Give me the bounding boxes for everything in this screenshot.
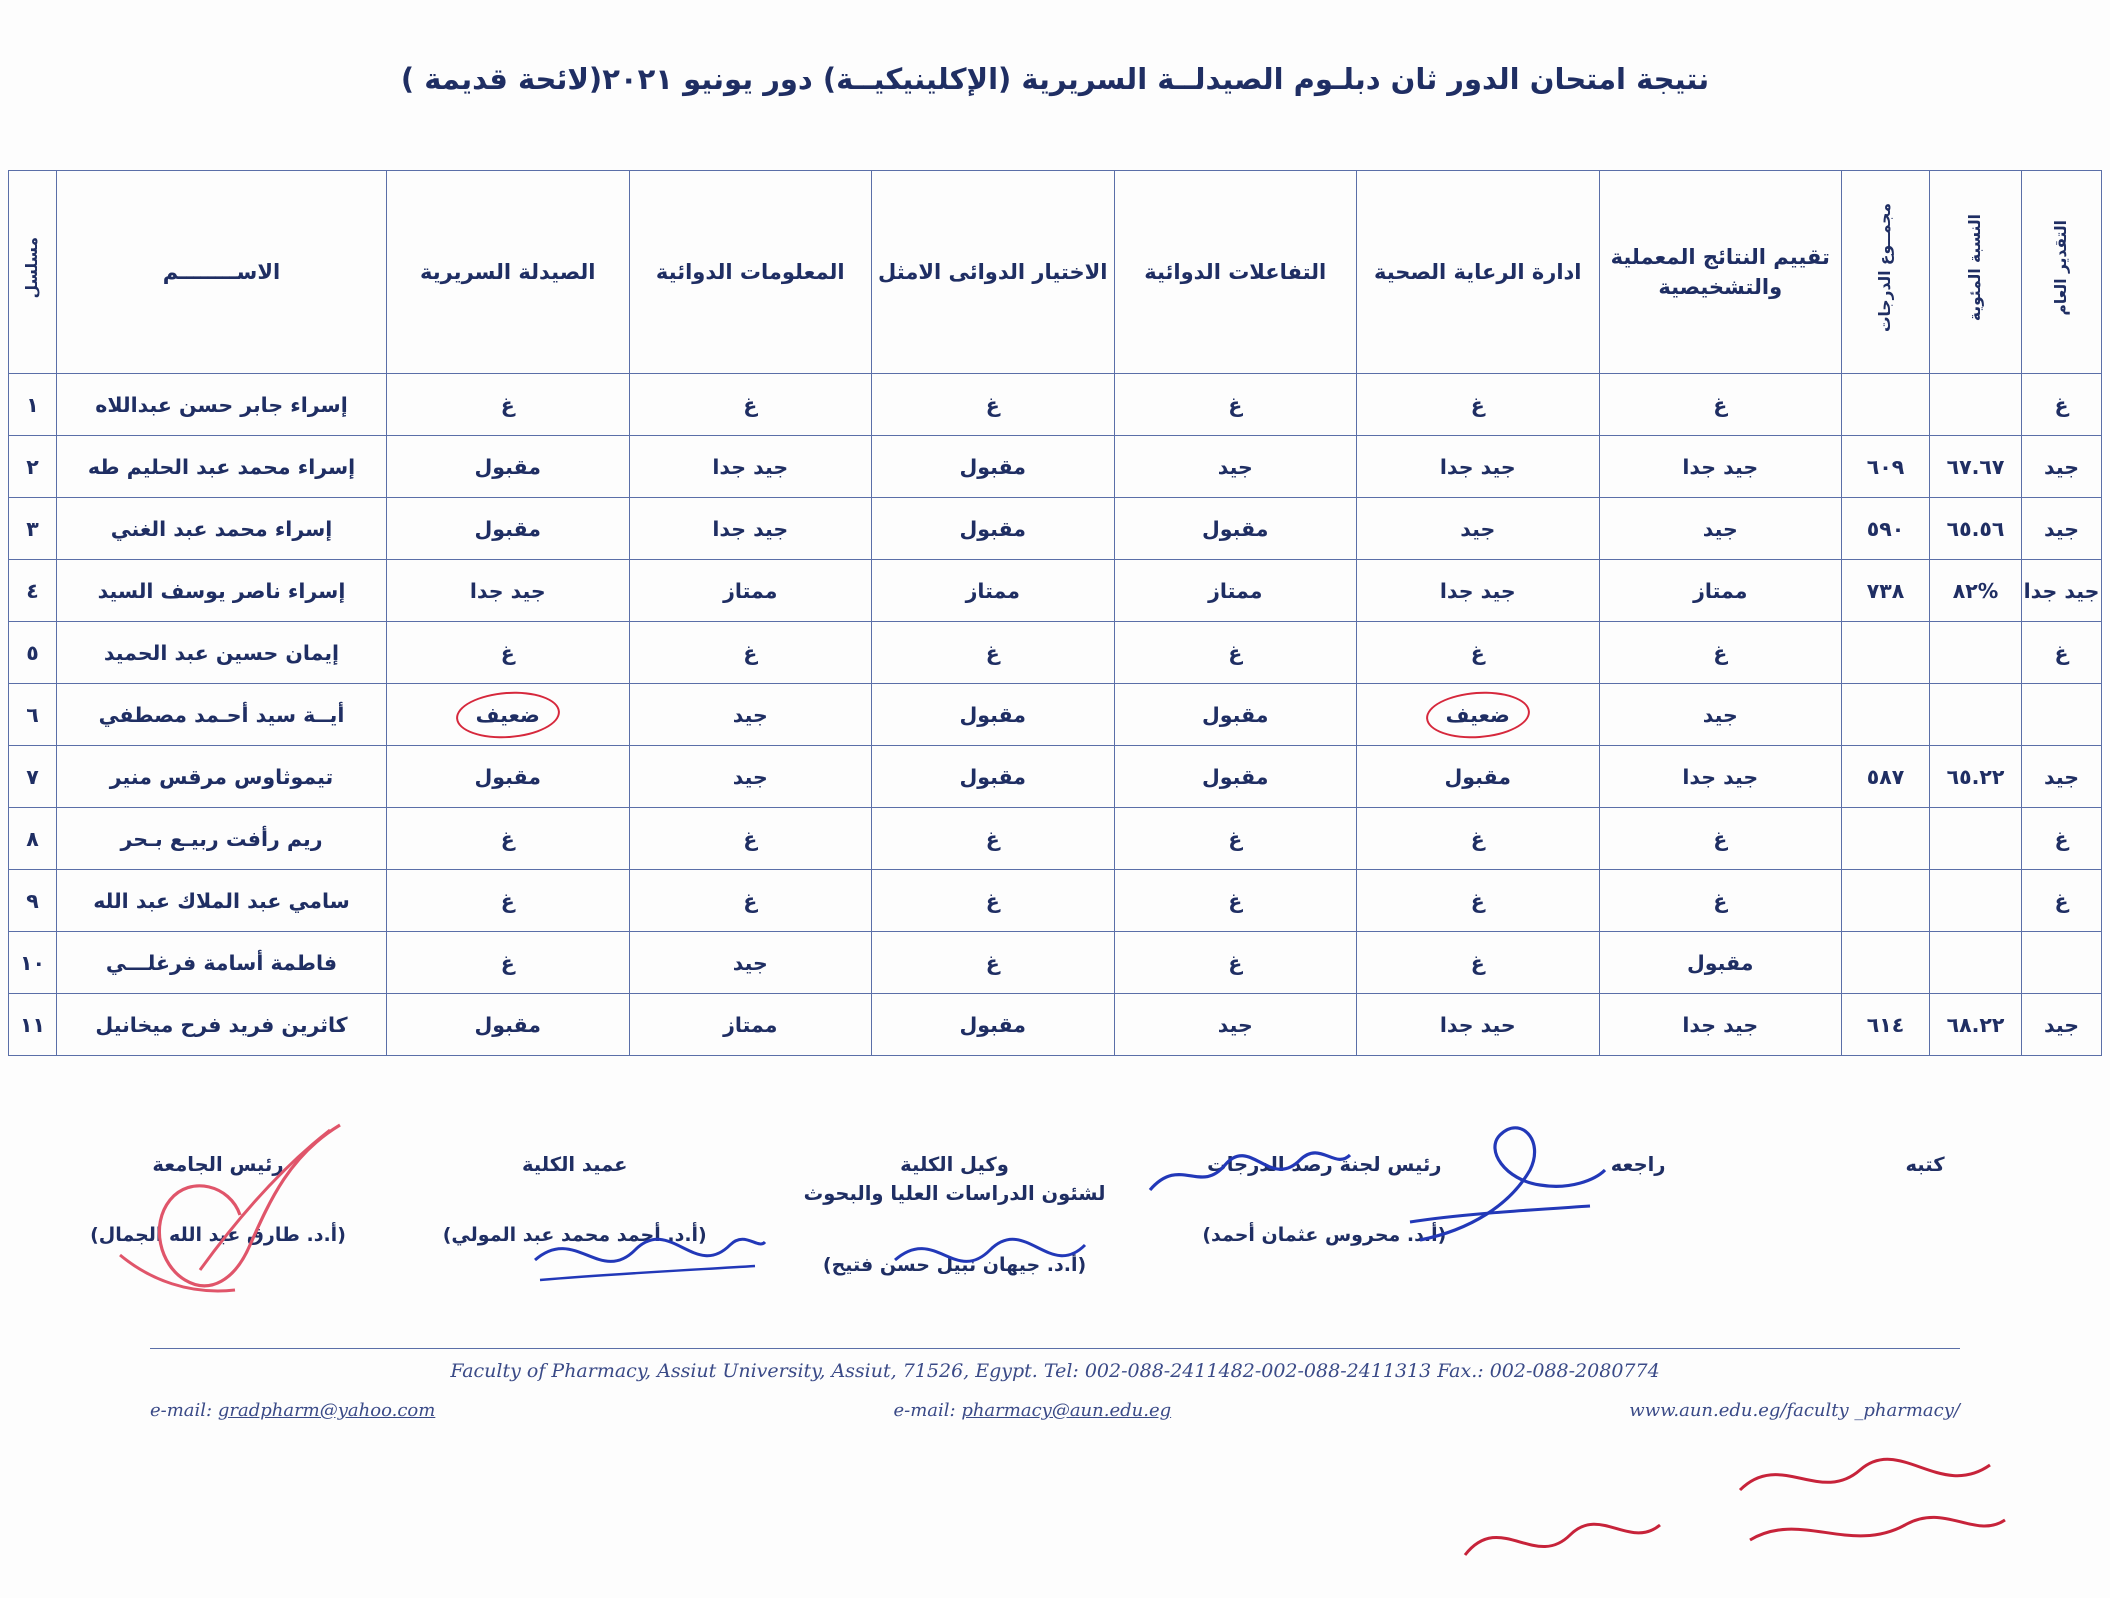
cell-subject-6: جيد (1599, 684, 1842, 746)
cell-subject-4: مقبول (1114, 746, 1357, 808)
table-row (9, 374, 2102, 436)
cell-percent: ٦٥.٥٦ (1930, 498, 2022, 560)
signature-role-primary: كتبه (1905, 1153, 1945, 1176)
header-subject-5: ادارة الرعاية الصحية (1357, 171, 1600, 374)
footer-website[interactable]: www.aun.edu.eg/faculty _pharmacy/ (1629, 1400, 1960, 1421)
cell-student-name: إيمان حسين عبد الحميد (57, 622, 387, 684)
table-row (9, 436, 2102, 498)
cell-subject-1: مقبول (387, 994, 630, 1056)
footer-email-mid-value[interactable]: pharmacy@aun.edu.eg (961, 1400, 1172, 1421)
table-row (9, 808, 2102, 870)
cell-subject-2: جيد جدا (629, 436, 872, 498)
cell-subject-1: مقبول (387, 498, 630, 560)
cell-serial: ٨ (9, 808, 57, 870)
cell-subject-5: جيد جدا (1357, 560, 1600, 622)
cell-overall-grade: جيد (2022, 498, 2102, 560)
cell-serial: ٩ (9, 870, 57, 932)
table-row (9, 932, 2102, 994)
cell-total (1842, 932, 1930, 994)
cell-subject-4: مقبول (1114, 684, 1357, 746)
cell-subject-1: جيد جدا (387, 560, 630, 622)
cell-subject-4: غ (1114, 622, 1357, 684)
cell-subject-2: غ (629, 808, 872, 870)
cell-percent (1930, 870, 2022, 932)
header-percent: النسبة المئوية (1930, 171, 2022, 374)
failing-grade-annotation: ضعيف (1436, 701, 1520, 729)
cell-subject-4: جيد (1114, 436, 1357, 498)
results-table (8, 170, 2102, 1056)
cell-subject-6: مقبول (1599, 932, 1842, 994)
cell-student-name: فاطمة أسامة فرغلـــي (57, 932, 387, 994)
cell-subject-3: مقبول (872, 684, 1115, 746)
cell-overall-grade: غ (2022, 808, 2102, 870)
cell-subject-5: غ (1357, 932, 1600, 994)
cell-subject-4: غ (1114, 870, 1357, 932)
footer-email-mid-label: e-mail: (893, 1400, 962, 1421)
cell-percent: ٦٥.٢٢ (1930, 746, 2022, 808)
signature-block (0, 1150, 2110, 1310)
cell-subject-3: غ (872, 622, 1115, 684)
footer-email-left-label: e-mail: (150, 1400, 218, 1421)
cell-student-name: إسراء جابر حسن عبداللاه (57, 374, 387, 436)
cell-subject-6: ممتاز (1599, 560, 1842, 622)
cell-subject-1: غ (387, 870, 630, 932)
signature-column-3 (804, 1150, 1106, 1279)
cell-student-name: كاثرين فريد فرح ميخانيل (57, 994, 387, 1056)
cell-subject-1: مقبول (387, 436, 630, 498)
header-subject-4: التفاعلات الدوائية (1114, 171, 1357, 374)
cell-student-name: تيموثاوس مرقس منير (57, 746, 387, 808)
cell-subject-2: جيد جدا (629, 498, 872, 560)
table-row (9, 994, 2102, 1056)
cell-subject-5: جيد جدا (1357, 436, 1600, 498)
table-row (9, 746, 2102, 808)
cell-total (1842, 870, 1930, 932)
signature-role-primary: عميد الكلية (521, 1153, 628, 1176)
footer-email-left-value[interactable]: gradpharm@yahoo.com (217, 1400, 436, 1421)
cell-serial: ١ (9, 374, 57, 436)
cell-subject-6: جيد جدا (1599, 994, 1842, 1056)
header-overall: التقدير العام (2022, 171, 2102, 374)
cell-subject-2: جيد (629, 932, 872, 994)
cell-percent (1930, 622, 2022, 684)
cell-overall-grade: غ (2022, 374, 2102, 436)
failing-grade-annotation: ضعيف (466, 701, 550, 729)
cell-subject-3: مقبول (872, 994, 1115, 1056)
cell-subject-4: غ (1114, 374, 1357, 436)
cell-subject-2: غ (629, 622, 872, 684)
cell-subject-2: غ (629, 870, 872, 932)
bottom-handwriting-right (1720, 1430, 2020, 1580)
cell-subject-5: غ (1357, 374, 1600, 436)
cell-overall-grade: جيد جدا (2022, 560, 2102, 622)
table-body (9, 374, 2102, 1056)
signature-column-4 (443, 1150, 707, 1279)
signature-person-name: (أ.د. أحمد محمد عبد المولي) (442, 1224, 707, 1247)
cell-subject-6: جيد (1599, 498, 1842, 560)
cell-subject-5 (1357, 684, 1600, 746)
cell-subject-3: مقبول (872, 498, 1115, 560)
signature-column-0 (1830, 1150, 2020, 1279)
footer-divider (150, 1348, 1960, 1349)
signature-column-2 (1202, 1150, 1446, 1279)
cell-subject-3: غ (872, 932, 1115, 994)
cell-overall-grade: جيد (2022, 994, 2102, 1056)
header-subject-6: تقييم النتائج المعملية والتشخيصية (1599, 171, 1842, 374)
cell-subject-6: غ (1599, 870, 1842, 932)
table-row (9, 870, 2102, 932)
cell-percent: ٦٧.٦٧ (1930, 436, 2022, 498)
cell-total: ٦١٤ (1842, 994, 1930, 1056)
cell-subject-5: غ (1357, 808, 1600, 870)
cell-subject-1: غ (387, 622, 630, 684)
cell-serial: ٥ (9, 622, 57, 684)
signature-role-secondary: لشئون الدراسات العليا والبحوث (803, 1182, 1106, 1206)
cell-subject-6: غ (1599, 374, 1842, 436)
table-header-row (9, 171, 2102, 374)
cell-subject-5: مقبول (1357, 746, 1600, 808)
cell-total: ٧٣٨ (1842, 560, 1930, 622)
cell-total: ٥٨٧ (1842, 746, 1930, 808)
cell-serial: ٢ (9, 436, 57, 498)
cell-overall-grade: جيد (2022, 436, 2102, 498)
signature-role-primary: رئيس الجامعة (152, 1153, 284, 1176)
cell-student-name: ريم رأفت ربيـع بـحر (57, 808, 387, 870)
header-subject-2: المعلومات الدوائية (629, 171, 872, 374)
cell-student-name: إسراء ناصر يوسف السيد (57, 560, 387, 622)
cell-student-name: إسراء محمد عبد الحليم طه (57, 436, 387, 498)
signature-column-1 (1543, 1150, 1733, 1279)
cell-subject-2: غ (629, 374, 872, 436)
cell-subject-2: ممتاز (629, 994, 872, 1056)
cell-subject-3: غ (872, 808, 1115, 870)
signature-role-primary: رئيس لجنة رصد الدرجات (1207, 1153, 1442, 1176)
cell-percent (1930, 374, 2022, 436)
table-row (9, 560, 2102, 622)
cell-percent: %٨٢ (1930, 560, 2022, 622)
signature-row (0, 1150, 2110, 1279)
header-serial: مسلسل (9, 171, 57, 374)
cell-percent (1930, 808, 2022, 870)
cell-subject-4: غ (1114, 932, 1357, 994)
cell-overall-grade: غ (2022, 622, 2102, 684)
cell-student-name: أيــة سيد أحـمد مصطفي (57, 684, 387, 746)
cell-subject-3: غ (872, 870, 1115, 932)
header-subject-3: الاختيار الدوائى الامثل (872, 171, 1115, 374)
cell-subject-1: غ (387, 932, 630, 994)
cell-subject-6: غ (1599, 808, 1842, 870)
cell-total (1842, 622, 1930, 684)
cell-subject-2: جيد (629, 684, 872, 746)
cell-subject-1: غ (387, 374, 630, 436)
footer-address: Faculty of Pharmacy, Assiut University, Assiut, 71526, Egypt. Tel: 002-088-2411482-002-088-2411313 Fax.: 002-088-2080774 (450, 1360, 1660, 1382)
cell-subject-4: جيد (1114, 994, 1357, 1056)
cell-subject-5: حيد جدا (1357, 994, 1600, 1056)
cell-subject-2: جيد (629, 746, 872, 808)
cell-subject-3: مقبول (872, 746, 1115, 808)
cell-subject-3: غ (872, 374, 1115, 436)
table-row (9, 498, 2102, 560)
cell-subject-3: ممتاز (872, 560, 1115, 622)
header-name: الاســــــــم (57, 171, 387, 374)
cell-serial: ٤ (9, 560, 57, 622)
cell-total: ٦٠٩ (1842, 436, 1930, 498)
cell-total (1842, 374, 1930, 436)
table-row (9, 684, 2102, 746)
bottom-handwriting-left (1450, 1480, 1670, 1590)
cell-subject-1: مقبول (387, 746, 630, 808)
cell-overall-grade: جيد (2022, 746, 2102, 808)
cell-percent (1930, 684, 2022, 746)
cell-serial: ٧ (9, 746, 57, 808)
cell-subject-6: جيد جدا (1599, 746, 1842, 808)
cell-percent: ٦٨.٢٢ (1930, 994, 2022, 1056)
table-row (9, 622, 2102, 684)
cell-serial: ١٠ (9, 932, 57, 994)
cell-subject-3: مقبول (872, 436, 1115, 498)
cell-subject-4: غ (1114, 808, 1357, 870)
cell-serial: ١١ (9, 994, 57, 1056)
footer-contacts (150, 1400, 1960, 1421)
cell-subject-6: غ (1599, 622, 1842, 684)
footer-email-mid-wrap (893, 1400, 1171, 1421)
cell-subject-2: ممتاز (629, 560, 872, 622)
cell-overall-grade: غ (2022, 870, 2102, 932)
results-table-wrap (8, 170, 2102, 1056)
signature-person-name: (أ.د. محروس عثمان أحمد) (1202, 1224, 1447, 1247)
cell-subject-1 (387, 684, 630, 746)
header-total: مجمــوع الدرجات (1842, 171, 1930, 374)
header-subject-1: الصيدلة السريرية (387, 171, 630, 374)
cell-subject-5: غ (1357, 622, 1600, 684)
cell-subject-4: مقبول (1114, 498, 1357, 560)
cell-total: ٥٩٠ (1842, 498, 1930, 560)
cell-serial: ٦ (9, 684, 57, 746)
cell-subject-4: ممتاز (1114, 560, 1357, 622)
page-title-wrap (0, 62, 2110, 96)
signature-role-primary: وكيل الكلية (900, 1153, 1009, 1176)
footer-email-left-wrap (150, 1400, 435, 1421)
cell-subject-5: جيد (1357, 498, 1600, 560)
cell-subject-5: غ (1357, 870, 1600, 932)
cell-overall-grade (2022, 684, 2102, 746)
cell-serial: ٣ (9, 498, 57, 560)
cell-total (1842, 808, 1930, 870)
cell-total (1842, 684, 1930, 746)
cell-overall-grade (2022, 932, 2102, 994)
cell-subject-1: غ (387, 808, 630, 870)
signature-column-5 (90, 1150, 346, 1279)
cell-percent (1930, 932, 2022, 994)
signature-role-primary: راجعه (1610, 1153, 1666, 1176)
cell-subject-6: جيد جدا (1599, 436, 1842, 498)
cell-student-name: سامي عبد الملاك عبد الله (57, 870, 387, 932)
signature-person-name: (أ.د. جيهان نبيل حسن فتيح) (822, 1253, 1087, 1276)
signature-person-name: (أ.د. طارق عبد الله الجمال) (90, 1224, 346, 1247)
page-title: نتيجة امتحان الدور ثان دبلـوم الصيدلــة السريرية (الإكلينيكيــة) دور يونيو ٢٠٢١(لائحة قديمة ) (400, 62, 1710, 96)
cell-student-name: إسراء محمد عبد الغني (57, 498, 387, 560)
